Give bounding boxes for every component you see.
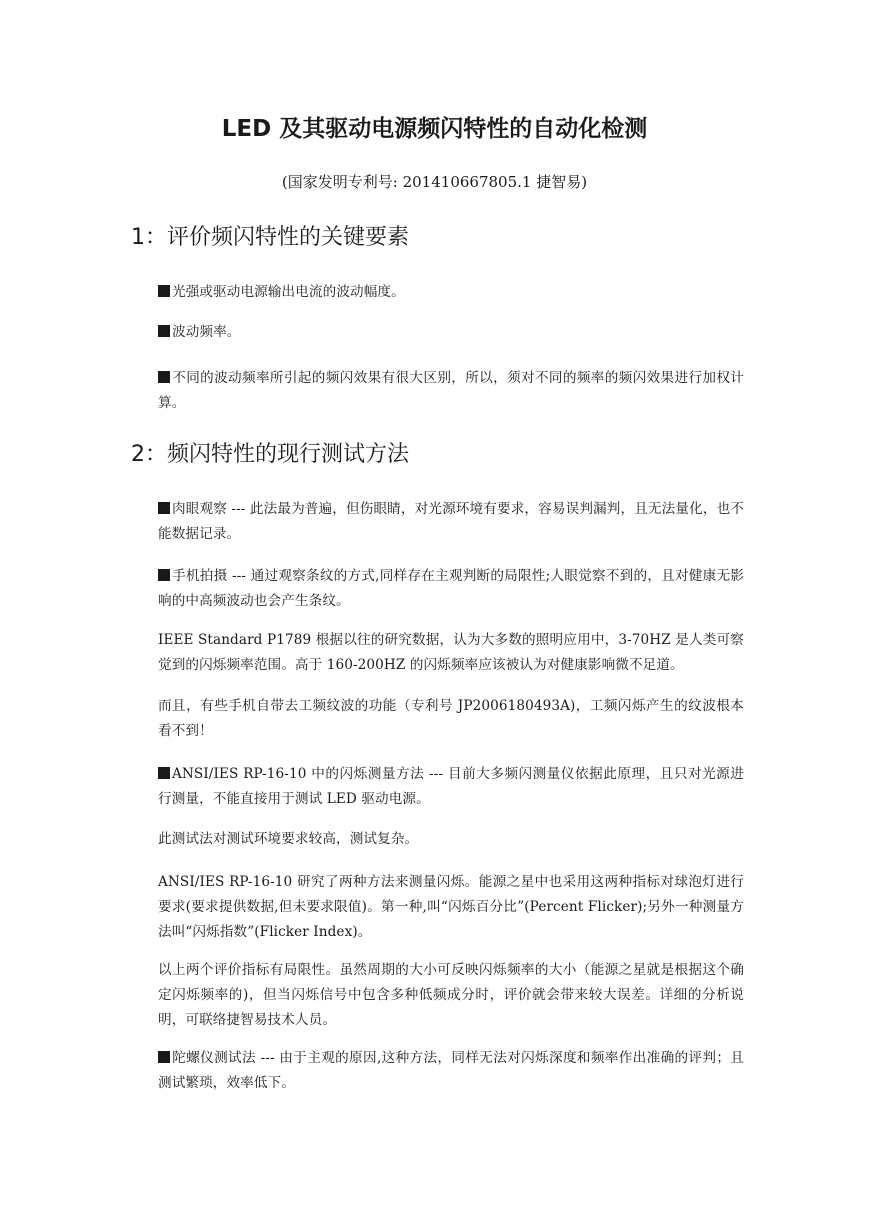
- bullet-square-icon: [158, 767, 170, 779]
- paragraph: 而且，有些手机自带去工频纹波的功能（专利号 JP2006180493A)，工频闪烁产生的纹波根本看不到！: [158, 698, 744, 739]
- paragraph: 以上两个评价指标有局限性。虽然周期的大小可反映闪烁频率的大小（能源之星就是根据这个确定闪烁频率的)，但当闪烁信号中包含多种低频成分时，评价就会带来较大误差。详细的分析说明，可联络捷智易技术人员。: [158, 962, 744, 1028]
- list-item: [158, 320, 744, 345]
- paragraph-text: ANSI/IES RP-16-10 中的闪烁测量方法 --- 目前大多频闪测量仪依据此原理，且只对光源进行测量，不能直接用于测试 LED 驱动电源。: [158, 766, 744, 807]
- document-title: LED 及其驱动电源频闪特性的自动化检测: [221, 116, 648, 142]
- bullet-square-icon: [158, 285, 170, 297]
- paragraph: ANSI/IES RP-16-10 研究了两种方法来测量闪烁。能源之星中也采用这两种指标对球泡灯进行要求(要求提供数据,但未要求限值)。第一种,叫“闪烁百分比”(Percent Flicker);另外一种测量方法叫“闪烁指数”(Flicker Index)。: [158, 874, 744, 940]
- list-item: [158, 280, 744, 305]
- list-item: [158, 366, 744, 416]
- paragraph-text: 陀螺仪测试法 --- 由于主观的原因,这种方法，同样无法对闪烁深度和频率作出准确的评判；且测试繁琐，效率低下。: [158, 1050, 744, 1091]
- list-item-text: 不同的波动频率所引起的频闪效果有很大区别，所以，须对不同的频率的频闪效果进行加权计算。: [158, 370, 744, 411]
- section-1-heading: 1：评价频闪特性的关键要素: [131, 225, 409, 250]
- section-2-heading: 2：频闪特性的现行测试方法: [131, 442, 409, 467]
- bullet-square-icon: [158, 569, 170, 581]
- paragraph: IEEE Standard P1789 根据以往的研究数据，认为大多数的照明应用中，3-70HZ 是人类可察觉到的闪烁频率范围。高于 160-200HZ 的闪烁频率应该被认为对健康影响微不足道。: [158, 632, 744, 673]
- paragraph: [158, 497, 744, 547]
- paragraph: 此测试法对测试环境要求较高，测试复杂。: [158, 831, 419, 847]
- paragraph: [158, 564, 744, 614]
- list-item-text: 光强或驱动电源输出电流的波动幅度。: [172, 284, 405, 300]
- bullet-square-icon: [158, 502, 170, 514]
- paragraph: [158, 762, 744, 812]
- paragraph-text: 手机拍摄 --- 通过观察条纹的方式,同样存在主观判断的局限性;人眼觉察不到的，且对健康无影响的中高频波动也会产生条纹。: [158, 568, 744, 609]
- patent-subtitle: (国家发明专利号: 201410667805.1 捷智易): [281, 173, 588, 191]
- paragraph: [158, 1046, 744, 1096]
- bullet-square-icon: [158, 1051, 170, 1063]
- list-item-text: 波动频率。: [172, 324, 241, 340]
- bullet-square-icon: [158, 325, 170, 337]
- paragraph-text: 肉眼观察 --- 此法最为普遍，但伤眼睛，对光源环境有要求，容易误判漏判，且无法量化，也不能数据记录。: [158, 501, 744, 542]
- bullet-square-icon: [158, 371, 170, 383]
